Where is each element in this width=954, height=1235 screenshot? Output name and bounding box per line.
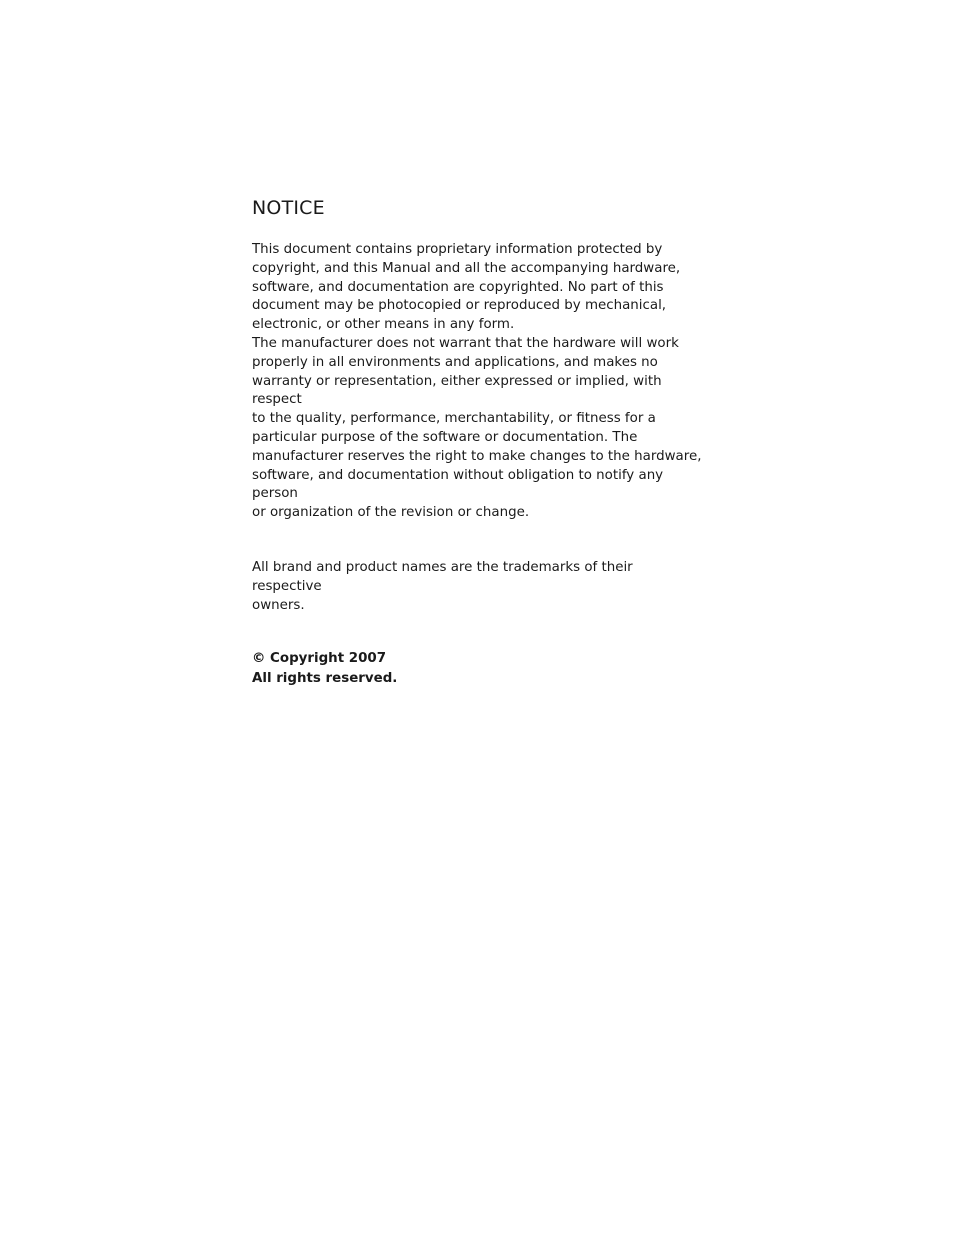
rights-line: All rights reserved. (252, 671, 398, 687)
page-title: NOTICE (252, 197, 325, 219)
copyright-line: © Copyright 2007 (252, 651, 387, 667)
copyright-block (252, 649, 702, 689)
notice-page (252, 196, 702, 689)
trademark-paragraph: All brand and product names are the trademarks of their respective owners. (252, 559, 633, 613)
warranty-paragraph: The manufacturer does not warrant that the hardware will work properly in all environments and applications, and makes no warranty or representation, either expressed or implied, with respect to the quality, performance, merchantability, or fitness for a particular purpose of the software or documentation. The manufacturer reserves the right to make changes to the hardware, software, and documentation without obligation to notify any person or organization of the revision or change. (252, 335, 702, 521)
proprietary-paragraph: This document contains proprietary information protected by copyright, and this Manual and all the accompanying hardware, software, and documentation are copyrighted. No part of this document may be photocopied or reproduced by mechanical, electronic, or other means in any form. (252, 242, 681, 333)
